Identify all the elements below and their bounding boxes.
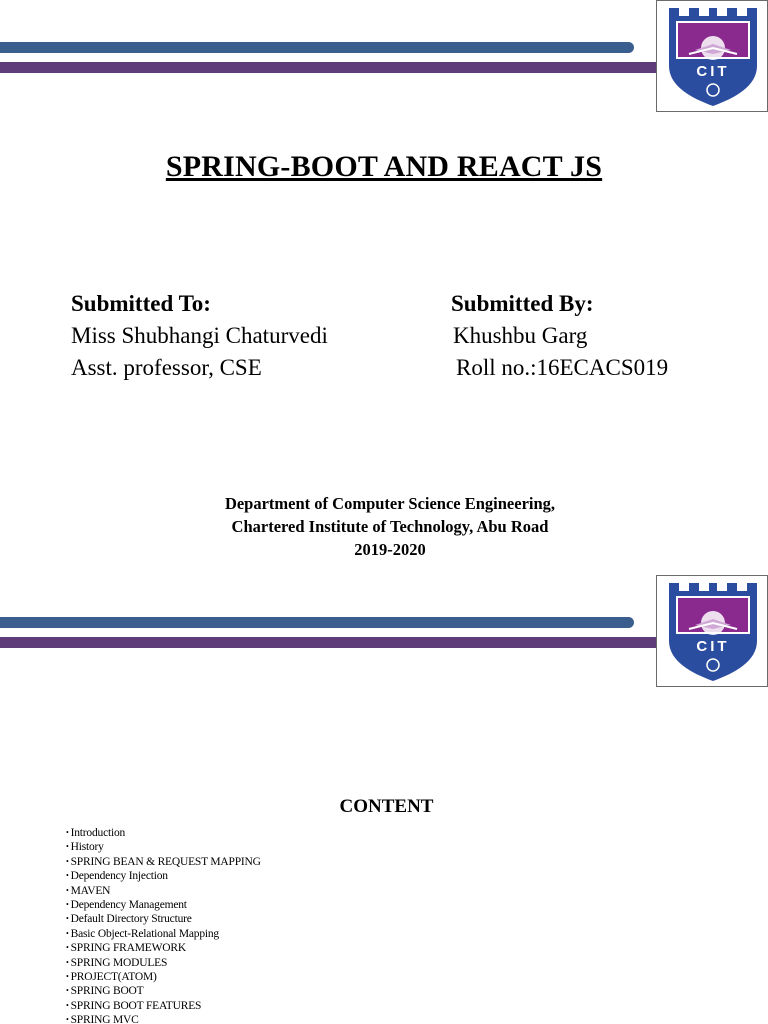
list-item: • SPRING MVC — [66, 1013, 261, 1024]
list-item: • SPRING BOOT FEATURES — [66, 999, 261, 1013]
college-logo — [656, 575, 768, 687]
list-item: • SPRING BOOT — [66, 984, 261, 998]
page-title: SPRING-BOOT AND REACT JS — [165, 150, 603, 183]
department-line: Department of Computer Science Engineering, — [224, 494, 556, 513]
institute-line: Chartered Institute of Technology, Abu Road — [231, 517, 549, 536]
submitted-by-roll: Roll no.:16ECACS019 — [456, 355, 669, 380]
list-item: • PROJECT(ATOM) — [66, 970, 261, 984]
list-item: • SPRING MODULES — [66, 956, 261, 970]
submitted-by-heading: Submitted By: — [451, 291, 594, 316]
submitted-to-name: Miss Shubhangi Chaturvedi — [71, 323, 328, 348]
department-info — [0, 492, 768, 561]
submitted-to-block — [71, 288, 328, 384]
submitted-to-heading: Submitted To: — [71, 291, 211, 316]
list-item: • History — [66, 840, 261, 854]
college-logo — [656, 0, 768, 112]
header-bar-blue — [0, 42, 634, 53]
cit-crest-icon — [665, 6, 761, 108]
list-item: • Default Directory Structure — [66, 912, 261, 926]
list-item: • Dependency Injection — [66, 869, 261, 883]
session-year: 2019-2020 — [354, 540, 426, 559]
header-bar-blue — [0, 617, 634, 628]
header-bar-purple — [0, 62, 768, 73]
content-heading: CONTENT — [339, 796, 434, 817]
list-item: • Basic Object-Relational Mapping — [66, 927, 261, 941]
list-item: • MAVEN — [66, 884, 261, 898]
submitted-by-name: Khushbu Garg — [453, 323, 588, 348]
crest-letters: CIT — [696, 63, 730, 80]
list-item: • SPRING FRAMEWORK — [66, 941, 261, 955]
content-slide — [0, 575, 768, 1024]
submitted-by-block — [451, 288, 668, 384]
list-item: • SPRING BEAN & REQUEST MAPPING — [66, 855, 261, 869]
list-item: • Dependency Management — [66, 898, 261, 912]
cit-crest-icon — [665, 581, 761, 683]
contents-list — [66, 826, 261, 1024]
submitted-to-designation: Asst. professor, CSE — [71, 355, 262, 380]
list-item: • Introduction — [66, 826, 261, 840]
header-bar-purple — [0, 637, 768, 648]
crest-letters: CIT — [696, 638, 730, 655]
